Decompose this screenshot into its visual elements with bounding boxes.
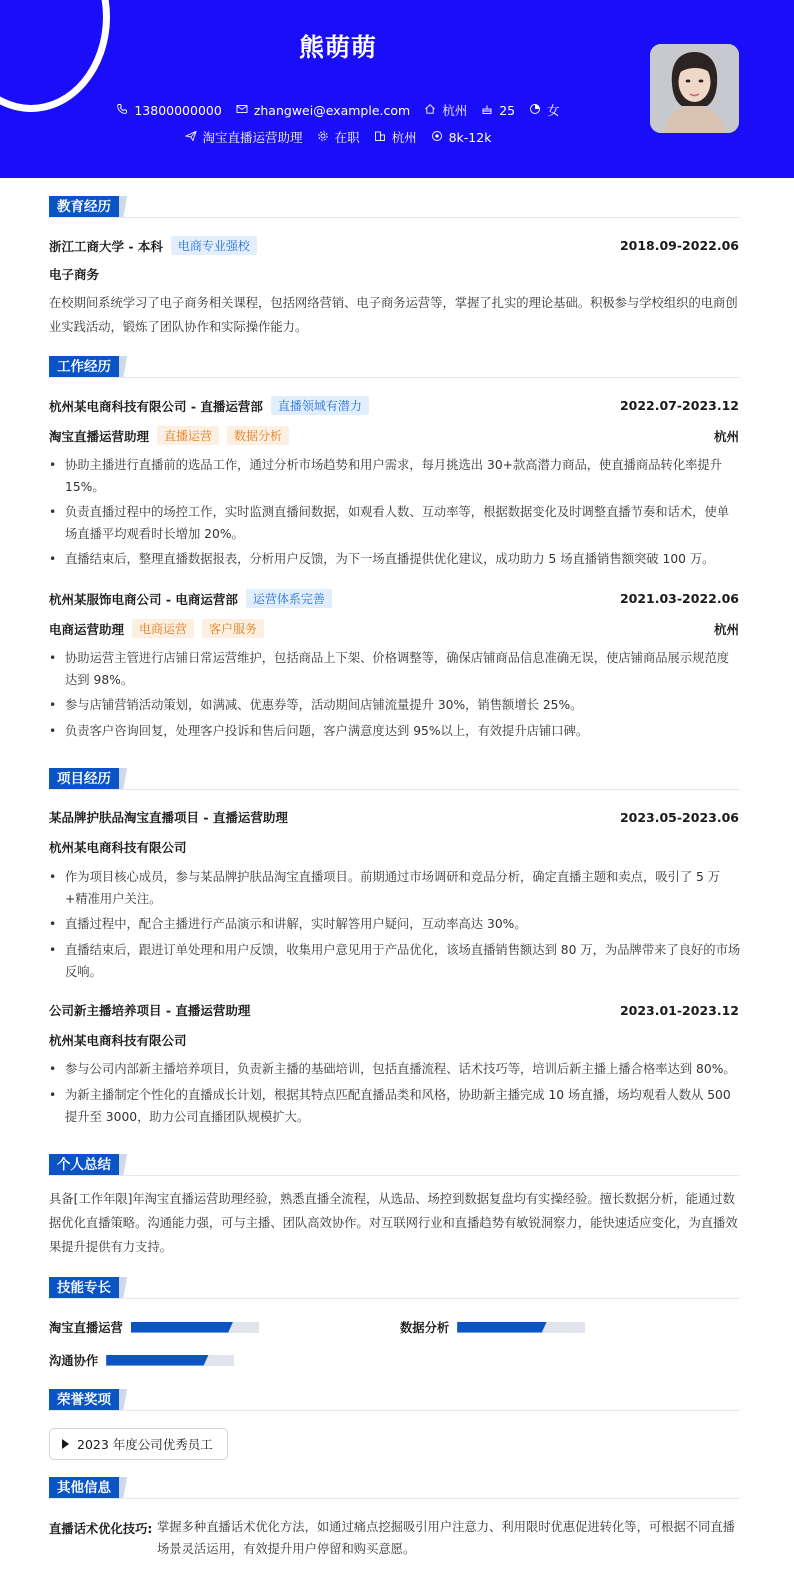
section-title-project (49, 768, 133, 790)
section-decoration (119, 1389, 133, 1411)
work-header (49, 396, 739, 415)
section-divider (49, 377, 739, 378)
project-bullet: • 直播过程中，配合主播进行产品演示和讲解，实时解答用户疑问，互动率高达 30%。 (49, 913, 741, 935)
gender-icon (529, 103, 541, 118)
major: 电子商务 (49, 267, 100, 282)
skill-name: 数据分析 (400, 1321, 450, 1335)
work-role: 淘宝直播运营助理 (49, 428, 150, 444)
project-header (49, 808, 739, 826)
gender-text: 女 (547, 103, 560, 118)
status-item (317, 128, 360, 146)
project-title: 某品牌护肤品淘宝直播项目 - 直播运营助理 (49, 810, 288, 825)
school-name: 浙江工商大学 - 本科 (49, 238, 163, 254)
project-bullet: • 直播结束后，跟进订单处理和用户反馈，收集用户意见用于产品优化，该场直播销售额达到 80 万，为品牌带来了良好的市场反响。 (49, 939, 741, 983)
section-divider (49, 1410, 739, 1411)
work-city-text: 杭州 (391, 130, 417, 145)
project-header (49, 1001, 739, 1019)
work-company-tag: 直播领域有潜力 (271, 396, 369, 415)
age-item (481, 103, 515, 118)
work-skill-tag: 直播运营 (157, 426, 219, 445)
summary-text: 具备[工作年限]年淘宝直播运营助理经验，熟悉直播全流程，从选品、场控到数据复盘均有实操经验。擅长数据分析，能通过数据优化直播策略。沟通能力强，可与主播、团队高效协作。对互联网行业和直播趋势有敏锐洞察力，能快速适应变化，为直播效果提升提供有力支持。 (49, 1192, 738, 1254)
job-target-item (185, 128, 303, 146)
skill-name: 沟通协作 (49, 1354, 99, 1368)
email-text: zhangwei@example.com (253, 102, 411, 118)
skill-bar-fill (106, 1355, 208, 1366)
section-title-summary (49, 1154, 133, 1176)
phone-icon (116, 103, 128, 118)
work-role: 电商运营助理 (49, 621, 125, 637)
project-company-row (49, 1031, 739, 1049)
skill-item (49, 1351, 234, 1369)
skill-bar (106, 1355, 234, 1366)
candidate-name: 熊萌萌 (298, 33, 377, 62)
skill-item (400, 1318, 585, 1336)
status-text: 在职 (334, 130, 360, 145)
gender-item (529, 101, 560, 119)
section-divider (49, 789, 739, 790)
award-text: 2023 年度公司优秀员工 (77, 1437, 213, 1452)
section-decoration (119, 196, 133, 218)
section-divider (49, 1498, 739, 1499)
work-date: 2022.07-2023.12 (619, 398, 739, 413)
job-row (0, 128, 676, 146)
section-title-awards (49, 1389, 133, 1411)
work-bullet: • 协助运营主管进行店铺日常运营维护，包括商品上下架、价格调整等，确保店铺商品信息准确无误，使店铺商品展示规范度达到 98%。 (49, 647, 741, 691)
work-bullet: • 直播结束后，整理直播数据报表，分析用户反馈，为下一场直播提供优化建议，成功助力 5 场直播销售额突破 100 万。 (49, 548, 741, 570)
school-tag: 电商专业强校 (171, 236, 257, 255)
resume-header (0, 0, 794, 178)
email-item (236, 103, 410, 118)
section-decoration (119, 1154, 133, 1176)
building-icon (374, 130, 386, 145)
project-title: 公司新主播培养项目 - 直播运营助理 (49, 1003, 251, 1018)
section-divider (49, 1175, 739, 1176)
section-decoration (119, 1277, 133, 1299)
work-bullet: • 协助主播进行直播前的选品工作，通过分析市场趋势和用户需求，每月挑选出 30+款高潜力商品，使直播商品转化率提升 15%。 (49, 454, 741, 498)
work-skill-tag: 电商运营 (132, 619, 194, 638)
job-target-text: 淘宝直播运营助理 (202, 130, 303, 145)
project-bullet: • 参与公司内部新主播培养项目，负责新主播的基础培训，包括直播流程、话术技巧等，培训后新主播上播合格率达到 80%。 (49, 1058, 741, 1080)
skill-bar-fill (131, 1322, 233, 1333)
city-text: 杭州 (442, 103, 468, 118)
project-date: 2023.05-2023.06 (619, 809, 739, 825)
gear-icon (317, 130, 329, 145)
avatar (650, 44, 739, 133)
work-city-item (374, 128, 417, 146)
section-divider (49, 1298, 739, 1299)
work-company: 杭州某电商科技有限公司 - 直播运营部 (49, 398, 263, 414)
other-info-key: 直播话术优化技巧: (49, 1522, 153, 1536)
work-bullet: • 参与店铺营销活动策划，如满减、优惠券等，活动期间店铺流量提升 30%，销售额增长 25%。 (49, 694, 741, 716)
project-date: 2023.01-2023.12 (619, 1002, 739, 1018)
work-company-tag: 运营体系完善 (246, 589, 332, 608)
section-title-education (49, 196, 133, 218)
section-label: 技能专长 (49, 1277, 119, 1299)
age-text: 25 (499, 102, 516, 118)
mail-icon (236, 103, 248, 118)
section-divider (49, 217, 739, 218)
skill-name: 淘宝直播运营 (49, 1321, 123, 1335)
education-date: 2018.09-2022.06 (619, 238, 739, 253)
city-item (424, 101, 467, 119)
salary-item (431, 130, 492, 145)
project-bullet: • 为新主播制定个性化的直播成长计划，根据其特点匹配直播品类和风格，协助新主播完成 10 场直播，场均观看人数从 500 提升至 3000，助力公司直播团队规模扩大。 (49, 1084, 741, 1128)
section-label: 教育经历 (49, 196, 119, 218)
skill-bar (131, 1322, 259, 1333)
work-skill-tag: 数据分析 (227, 426, 289, 445)
work-header (49, 589, 739, 608)
coin-icon (431, 130, 443, 145)
project-company-row (49, 838, 739, 856)
work-date: 2021.03-2022.06 (619, 591, 739, 606)
skill-bar (457, 1322, 585, 1333)
work-company: 杭州某服饰电商公司 - 电商运营部 (49, 591, 238, 607)
salary-text: 8k-12k (448, 129, 492, 145)
work-role-row (49, 426, 739, 445)
section-decoration (119, 356, 133, 378)
education-header (49, 236, 739, 255)
project-bullet: • 作为项目核心成员，参与某品牌护肤品淘宝直播项目。前期通过市场调研和竞品分析，确定直播主题和卖点，吸引了 5 万+精准用户关注。 (49, 866, 741, 910)
phone-text: 13800000000 (134, 102, 222, 118)
skill-item (49, 1318, 259, 1336)
send-icon (185, 130, 197, 145)
work-skill-tag: 客户服务 (202, 619, 264, 638)
section-label: 荣誉奖项 (49, 1389, 119, 1411)
home-icon (424, 103, 436, 118)
major-row (49, 265, 739, 283)
award-item (49, 1428, 228, 1460)
section-label: 项目经历 (49, 768, 119, 790)
work-city: 杭州 (713, 621, 739, 637)
phone-item (116, 103, 221, 118)
other-info-value: 掌握多种直播话术优化方法，如通过痛点挖掘吸引用户注意力、利用限时优惠促进转化等，可根据不同直播场景灵活运用，有效提升用户停留和购买意愿。 (157, 1520, 735, 1556)
work-role-row (49, 619, 739, 638)
triangle-bullet-icon (62, 1439, 69, 1449)
work-city: 杭州 (713, 428, 739, 444)
skill-bar-fill (457, 1322, 547, 1333)
project-company: 杭州某电商科技有限公司 (49, 1033, 187, 1048)
contact-row (0, 101, 676, 119)
section-decoration (119, 768, 133, 790)
cake-icon (481, 103, 493, 118)
project-company: 杭州某电商科技有限公司 (49, 840, 187, 855)
section-title-work (49, 356, 133, 378)
section-title-skills (49, 1277, 133, 1299)
section-title-other (49, 1477, 133, 1499)
work-bullet: • 负责直播过程中的场控工作，实时监测直播间数据，如观看人数、互动率等，根据数据变化及时调整直播节奏和话术，使单场直播平均观看时长增加 20%。 (49, 501, 741, 545)
section-decoration (119, 1477, 133, 1499)
education-description: 在校期间系统学习了电子商务相关课程，包括网络营销、电子商务运营等，掌握了扎实的理论基础。积极参与学校组织的电商创业实践活动，锻炼了团队协作和实际操作能力。 (49, 296, 738, 334)
work-bullet: • 负责客户咨询回复，处理客户投诉和售后问题，客户满意度达到 95%以上，有效提升店铺口碑。 (49, 720, 741, 742)
section-label: 个人总结 (49, 1154, 119, 1176)
section-label: 其他信息 (49, 1477, 119, 1499)
section-label: 工作经历 (49, 356, 119, 378)
